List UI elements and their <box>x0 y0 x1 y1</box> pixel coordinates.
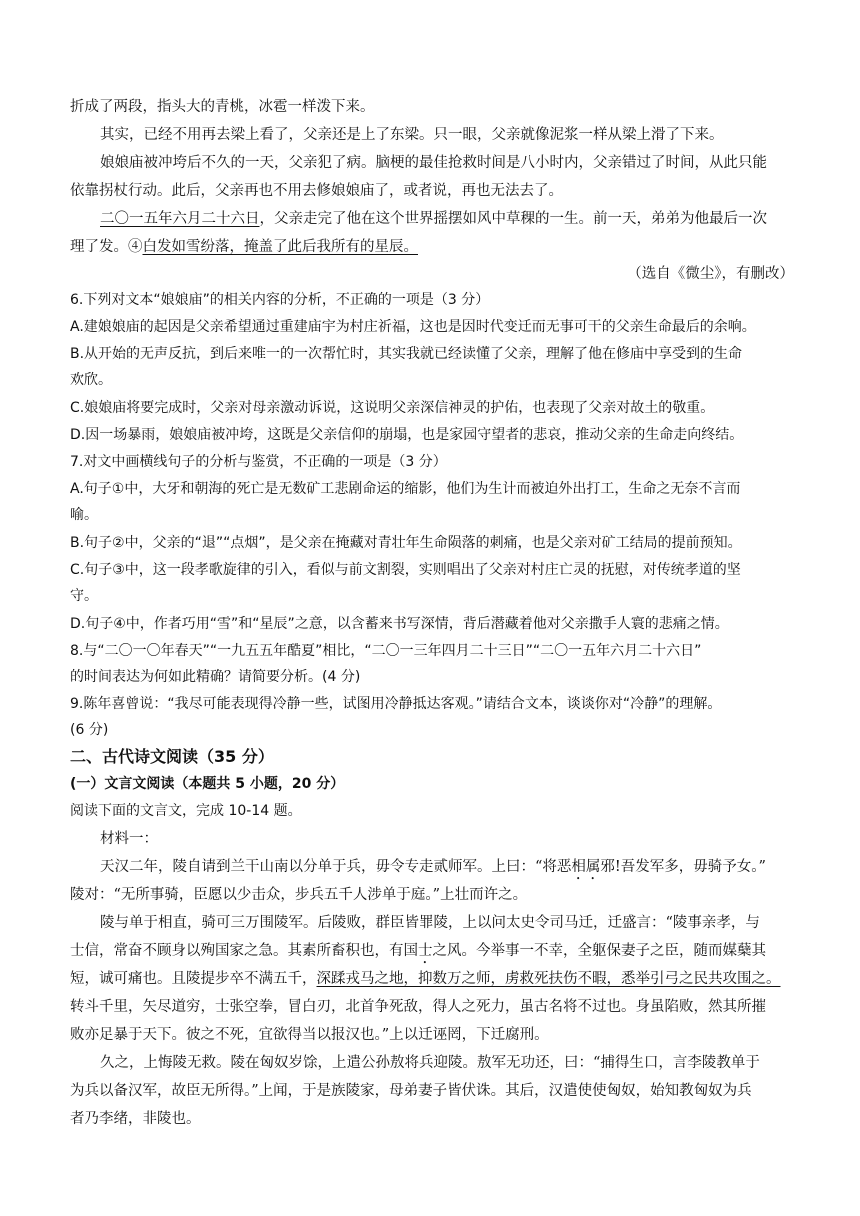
option-7c-cont: 守。 <box>70 588 98 604</box>
passage-paragraph-cont: 依靠拐杖行动。此后，父亲再也不用去修娘娘庙了，或者说，再也无法去了。 <box>70 183 563 199</box>
underlined-sentence-4: 白发如雪纷落，掩盖了此后我所有的星辰。 <box>142 239 418 255</box>
classical-paragraph-cont: 转斗千里，矢尽道穷，士张空拳，冒白刃，北首争死敌，得人之死力，虽古名将不过也。身虽陷败，然其所摧 <box>70 999 766 1015</box>
option-7a-cont: 喻。 <box>70 507 98 523</box>
passage-paragraph: 二〇一五年六月二十六日，父亲走完了他在这个世界摇摆如风中草稞的一生。前一天，弟弟为他最后一次 <box>100 211 767 227</box>
option-6c: C.娘娘庙将要完成时，父亲对母亲激动诉说，这说明父亲深信神灵的护佑，也表现了父亲对故土的敬重。 <box>70 400 715 416</box>
subsection-heading: (一）文言文阅读（本题共 5 小题，20 分） <box>70 776 345 792</box>
dotted-word: 相属 <box>571 859 601 875</box>
passage-paragraph: 其实，已经不用再去梁上看了，父亲还是上了东梁。只一眼，父亲就像泥浆一样从梁上滑了下来。 <box>100 127 724 143</box>
underlined-date: 二〇一五年六月二十六日 <box>100 211 260 227</box>
classical-paragraph: 久之，上悔陵无救。陵在匈奴岁馀，上遣公孙敖将兵迎陵。敖军无功还，曰：“捕得生口，言李陵教单于 <box>100 1055 760 1071</box>
question-7: 7.对文中画横线句子的分析与鉴赏，不正确的一项是（3 分） <box>70 454 447 470</box>
question-8: 8.与“二〇一〇年春天”“一九五五年酷夏”相比，“二〇一三年四月二十三日”“二〇一五年六月二十六日” <box>70 643 702 659</box>
classical-paragraph-cont: 败亦足暴于天下。彼之不死，宜欲得当以报汉也。”上以迁诬罔，下迁腐刑。 <box>70 1027 549 1043</box>
passage-paragraph: 娘娘庙被冲垮后不久的一天，父亲犯了病。脑梗的最佳抢救时间是八小时内，父亲错过了时间，从此只能 <box>100 155 767 171</box>
question-9-cont: (6 分) <box>70 722 109 738</box>
question-8-cont: 的时间表达为何如此精确？请简要分析。(4 分) <box>70 669 361 685</box>
instruction-text: 阅读下面的文言文，完成 10-14 题。 <box>70 803 302 819</box>
material-label: 材料一： <box>100 831 158 847</box>
question-9: 9.陈年喜曾说：“我尽可能表现得冷静一些，试图用冷静抵达客观。”请结合文本，谈谈你对“冷静”的理解。 <box>70 696 722 712</box>
classical-paragraph-cont: 为兵以备汉军，故臣无所得。”上闻，于是族陵家，母弟妻子皆伏诛。其后，汉遣使使匈奴，始知教匈奴为兵 <box>70 1083 752 1099</box>
underlined-sentence: 深蹂戎马之地，抑数万之师，虏救死扶伤不暇，悉举引弓之民共攻围之。 <box>316 971 781 987</box>
option-7c: C.句子③中，这一段孝歌旋律的引入，看似与前文割裂，实则唱出了父亲对村庄亡灵的抚慰，对传统孝道的坚 <box>70 562 741 578</box>
classical-paragraph-cont: 短，诚可痛也。且陵提步卒不满五千，深蹂戎马之地，抑数万之师，虏救死扶伤不暇，悉举引弓之民共攻围之。 <box>70 971 781 987</box>
classical-paragraph-cont: 陵对：“无所事骑，臣愿以少击众，步兵五千人涉单于庭。”上壮而许之。 <box>70 887 528 903</box>
option-7b: B.句子②中，父亲的“退”“点烟”，是父亲在掩藏对青壮年生命陨落的刺痛，也是父亲对矿工结局的提前预知。 <box>70 535 742 551</box>
option-6d: D.因一场暴雨，娘娘庙被冲垮，这既是父亲信仰的崩塌，也是家园守望者的悲哀，推动父亲的生命走向终结。 <box>70 427 744 443</box>
source-citation: （选自《微尘》，有删改） <box>627 266 794 282</box>
option-7a: A.句子①中，大牙和朝海的死亡是无数矿工悲剧命运的缩影，他们为生计而被迫外出打工，生命之无奈不言而 <box>70 481 741 497</box>
passage-paragraph-cont: 理了发。④白发如雪纷落，掩盖了此后我所有的星辰。 <box>70 239 418 255</box>
dotted-word: 士 <box>418 943 433 959</box>
classical-paragraph: 天汉二年，陵自请到兰干山南以分单于兵，毋令专走贰师军。上曰：“将恶相属邪!吾发军多，毋骑予女。” <box>100 859 766 875</box>
option-6b: B.从开始的无声反抗，到后来唯一的一次帮忙时，其实我就已经读懂了父亲，理解了他在修庙中享受到的生命 <box>70 346 743 362</box>
section-heading: 二、古代诗文阅读（35 分） <box>70 747 274 766</box>
question-6: 6.下列对文本“娘娘庙”的相关内容的分析，不正确的一项是（3 分） <box>70 292 490 308</box>
option-7d: D.句子④中，作者巧用“雪”和“星辰”之意，以含蓄来书写深情，背后潜藏着他对父亲撒手人寰的悲痛之情。 <box>70 616 729 632</box>
option-6b-cont: 欢欣。 <box>70 372 112 388</box>
classical-paragraph-cont: 者乃李绪，非陵也。 <box>70 1111 201 1127</box>
classical-paragraph-cont: 士信，常奋不顾身以殉国家之急。其素所畜积也，有国士之风。今举事一不幸，全躯保妻子之臣，随而媒蘖其 <box>70 943 766 959</box>
option-6a: A.建娘娘庙的起因是父亲希望通过重建庙宇为村庄祈福，这也是因时代变迁而无事可干的父亲生命最后的余响。 <box>70 319 756 335</box>
classical-paragraph: 陵与单于相直，骑可三万围陵军。后陵败，群臣皆罪陵，上以问太史令司马迁，迁盛言：“陵事亲孝，与 <box>100 915 760 931</box>
passage-paragraph: 折成了两段，指头大的青桃，冰雹一样泼下来。 <box>70 99 375 115</box>
